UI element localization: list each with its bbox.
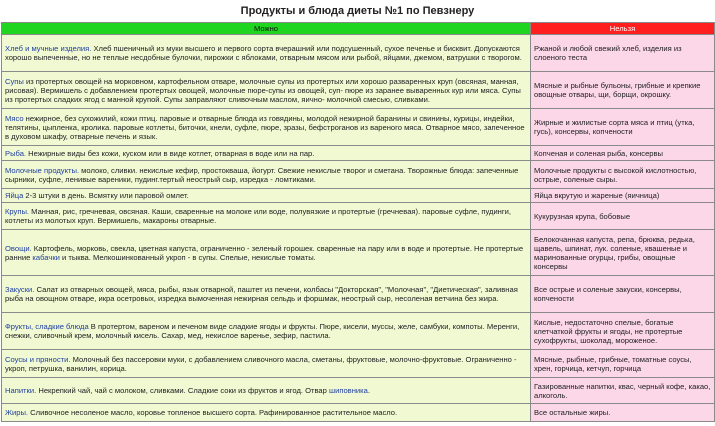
allowed-cell	[2, 109, 531, 146]
category-label: Молочные продукты.	[5, 165, 80, 175]
table-row	[2, 35, 715, 72]
category-label: Хлеб и мучные изделия.	[5, 44, 92, 53]
table-row	[2, 161, 715, 189]
allowed-cell	[2, 35, 531, 72]
forbidden-cell: Мясные и рыбные бульоны, грибные и крепкие овощные отвары, щи, борщи, окрошку.	[531, 72, 715, 109]
category-label: Закуски.	[5, 285, 35, 294]
category-label: Соусы и пряности.	[5, 354, 71, 364]
allowed-text: Салат из отварных овощей, мяса, рыбы, язык отварной, паштет из печени, колбасы "Докторская", "Молочная", "Диетическая", заливная рыба на овощном отваре, икра осетровых, изредка вымоченная нежирная сельдь и форшмак, неострый сыр, несоленая ветчина без жира.	[5, 285, 518, 303]
allowed-text: и тыква. Мелкошинкованный укроп - в супы. Спелые, некислые томаты.	[59, 252, 316, 262]
allowed-cell	[2, 313, 531, 350]
allowed-cell	[2, 276, 531, 313]
allowed-cell	[2, 161, 531, 189]
table-row	[2, 350, 715, 378]
allowed-cell	[2, 189, 531, 203]
forbidden-cell: Все остальные жиры.	[531, 404, 715, 422]
diet-table	[1, 22, 715, 422]
forbidden-cell: Ржаной и любой свежий хлеб, изделия из слоеного теста	[531, 35, 715, 72]
forbidden-cell: Кислые, недостаточно спелые, богатые клетчаткой фрукты и ягоды, не протертые сухофрукты, шоколад, мороженое.	[531, 313, 715, 350]
allowed-text: Нежирные виды без кожи, куском или в виде котлет, отварная в воде или на пар.	[26, 148, 315, 158]
table-row	[2, 404, 715, 422]
table-row	[2, 276, 715, 313]
allowed-text: .	[367, 386, 370, 395]
highlight-word: шиповника	[329, 386, 368, 395]
allowed-cell	[2, 350, 531, 378]
allowed-text: Молочный без пассеровки муки, с добавлением сливочного масла, сметаны, фруктовые, молочно-фруктовые. Ограниченно - укроп, петрушка, ванилин, корица.	[5, 354, 517, 373]
allowed-text: 2-3 штуки в день. Всмятку или паровой омлет.	[23, 191, 189, 200]
category-label: Напитки.	[5, 386, 37, 395]
category-label: Жиры.	[5, 408, 29, 417]
forbidden-cell: Копченая и соленая рыба, консервы	[531, 146, 715, 161]
allowed-text: нежирное, без сухожилий, кожи птиц. паровые и отварные блюда из говядины, молодой нежирной баранины и свинины, курицы, индейки, телятины, цыпленка, кролика. паровые котлеты, биточки, кнели, суфле, пюре, зразы, бефстроганов из вареного мяса. Отварное мясо, запеченное в духовом шкафу, отварные печень и язык.	[5, 113, 525, 141]
forbidden-cell: Все острые и соленые закуски, консервы, копчености	[531, 276, 715, 313]
allowed-text: Хлеб пшеничный из муки высшего и первого сорта вчерашний или подсушенный, сухое печенье и бисквит. Допускаются хорошо выпеченные, но не теплые несдобные булочки, пирожки с яблоками, отварным мясом или рыбой, яйцами, джемом, ватрушки с творогом.	[5, 44, 522, 62]
allowed-cell	[2, 72, 531, 109]
forbidden-cell: Белокочанная капуста, репа, брюква, редька, щавель, шпинат, лук. соленые, квашеные и маринованные огурцы, грибы, овощные консервы	[531, 230, 715, 276]
allowed-cell	[2, 203, 531, 230]
forbidden-cell: Молочные продукты с высокой кислотностью, острые, соленые сыры.	[531, 161, 715, 189]
allowed-text: Сливочное несоленое масло, коровье топленое высшего сорта. Рафинированное растительное масло.	[28, 408, 398, 417]
forbidden-header: Нельзя	[531, 23, 715, 35]
category-label: Супы	[5, 76, 24, 86]
category-label: Мясо	[5, 113, 24, 123]
table-row	[2, 313, 715, 350]
category-label: Фрукты, сладкие блюда	[5, 322, 89, 331]
allowed-text: молоко, сливки. некислые кефир, простокваша, йогурт. Свежие некислые творог и сметана. Творожные блюда: запеченные сырники, суфле, ленивые вареники, пудинг.тертый неострый сыр, изредка - ломтиками.	[5, 165, 519, 184]
highlight-word: кабачки	[32, 252, 60, 262]
forbidden-cell: Яйца вкрутую и жареные (яичница)	[531, 189, 715, 203]
header-row	[2, 23, 715, 35]
category-label: Рыба.	[5, 148, 27, 158]
table-row	[2, 203, 715, 230]
allowed-text: Некрепкий чай, чай с молоком, сливками. Сладкие соки из фруктов и ягод. Отвар	[36, 386, 329, 395]
page-title: Продукты и блюда диеты №1 по Певзнеру	[240, 5, 475, 17]
table-row	[2, 189, 715, 203]
table-row	[2, 230, 715, 276]
allowed-cell	[2, 146, 531, 161]
allowed-cell	[2, 404, 531, 422]
allowed-text: из протертых овощей на морковном, картофельном отваре, молочные супы из протертых или хорошо разваренных круп (овсяная, манная, рисовая). Вермишель с добавлением протертых овощей, молочные пюре-супы из овощей, суп- пюре из заранее вываренных кур или мяса. Супы из протертых сладких ягод с манной крупой. Супы заправляют сливочным маслом, яично- молочной смесью, сливками.	[5, 76, 521, 104]
table-row	[2, 72, 715, 109]
category-label: Крупы.	[5, 207, 30, 216]
table-row	[2, 146, 715, 161]
forbidden-cell: Жирные и жилистые сорта мяса и птиц (утка, гусь), консервы, копчености	[531, 109, 715, 146]
table-row	[2, 378, 715, 404]
forbidden-cell: Кукурузная крупа, бобовые	[531, 203, 715, 230]
allowed-text: Манная, рис, гречневая, овсяная. Каши, сваренные на молоке или воде, полувязкие и протертые (гречневая). паровые суфле, пудинги, котлеты из молотых круп. Вермишель, макароны отварные.	[5, 207, 511, 225]
allowed-header: Можно	[2, 23, 531, 35]
allowed-text: В протертом, вареном и печеном виде сладкие ягоды и фрукты. Пюре, кисели, муссы, желе, самбуки, компоты. Меренги, снежки, сливочный крем, молочный кисель. Сахар, мед, некислое варенье, зефир, пастила.	[5, 322, 520, 340]
category-label: Яйца	[5, 191, 24, 200]
allowed-cell	[2, 378, 531, 404]
forbidden-cell: Газированные напитки, квас, черный кофе, какао, алкоголь.	[531, 378, 715, 404]
forbidden-cell: Мясные, рыбные, грибные, томатные соусы, хрен, горчица, кетчуп, горчица	[531, 350, 715, 378]
table-row	[2, 109, 715, 146]
category-label: Овощи.	[5, 243, 32, 253]
allowed-cell	[2, 230, 531, 276]
allowed-text: Картофель, морковь, свекла, цветная капуста, ограниченно - зеленый горошек. сваренные на пару или в воде и протертые. Не протертые ранние	[5, 243, 524, 262]
